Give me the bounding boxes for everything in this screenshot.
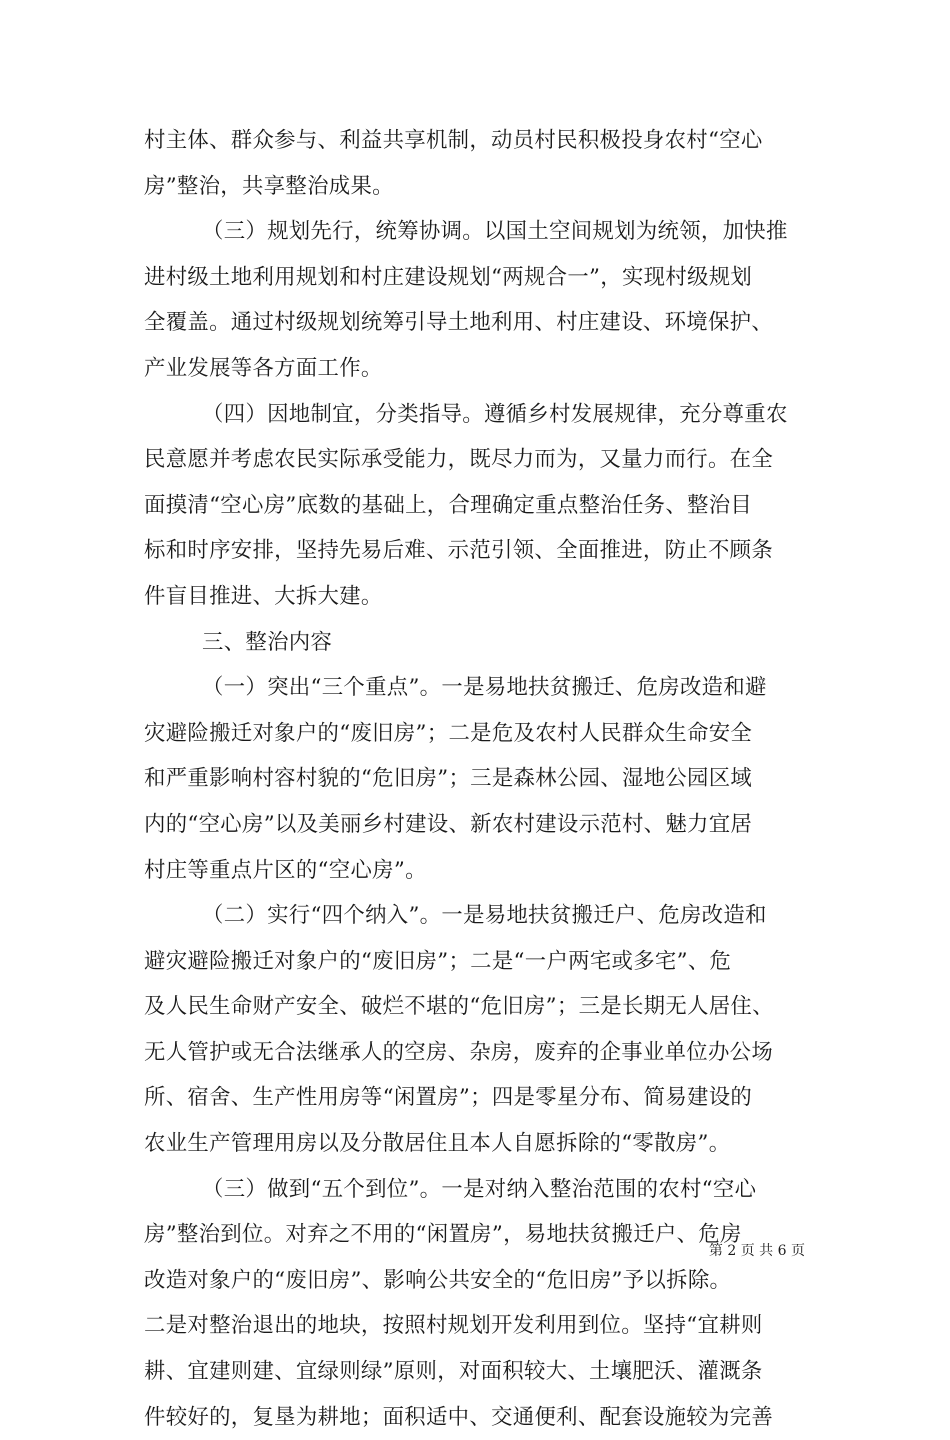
text-line: （四）因地制宜，分类指导。遵循乡村发展规律，充分尊重农 — [202, 401, 788, 427]
text-line: 标和时序安排，坚持先易后难、示范引领、全面推进，防止不顾条 — [144, 538, 774, 564]
text-line: 灾避险搬迁对象户的“废旧房”；二是危及农村人民群众生命安全 — [144, 720, 753, 746]
text-line: 房”整治到位。对弃之不用的“闲置房”，易地扶贫搬迁户、危房 — [144, 1222, 742, 1248]
text-line: 内的“空心房”以及美丽乡村建设、新农村建设示范村、魅力宜居 — [144, 811, 753, 837]
text-line: 房”整治，共享整治成果。 — [144, 173, 394, 199]
text-line: 二是对整治退出的地块，按照村规划开发利用到位。坚持“宜耕则 — [144, 1313, 763, 1339]
text-line: 民意愿并考虑农民实际承受能力，既尽力而为，又量力而行。在全 — [144, 447, 774, 473]
text-line: 村庄等重点片区的“空心房”。 — [144, 857, 427, 883]
text-line: 避灾避险搬迁对象户的“废旧房”；二是“一户两宅或多宅”、危 — [144, 948, 732, 974]
text-line: （一）突出“三个重点”。一是易地扶贫搬迁、危房改造和避 — [202, 675, 767, 701]
text-line: 全覆盖。通过村级规划统筹引导土地利用、村庄建设、环境保护、 — [144, 310, 774, 336]
text-line: 进村级土地利用规划和村庄建设规划“两规合一”，实现村级规划 — [144, 264, 753, 290]
text-line: 村主体、群众参与、利益共享机制，动员村民积极投身农村“空心 — [144, 128, 763, 153]
text-line: 面摸清“空心房”底数的基础上，合理确定重点整治任务、整治目 — [144, 492, 753, 518]
text-line: 件较好的，复垦为耕地；面积适中、交通便利、配套设施较为完善 — [144, 1404, 774, 1430]
text-line: 改造对象户的“废旧房”、影响公共安全的“危旧房”予以拆除。 — [144, 1267, 732, 1293]
text-line: （三）规划先行，统筹协调。以国土空间规划为统领，加快推 — [202, 219, 788, 245]
text-line: 和严重影响村容村貌的“危旧房”；三是森林公园、湿地公园区域 — [144, 766, 753, 792]
text-line: 所、宿舍、生产性用房等“闲置房”；四是零星分布、简易建设的 — [144, 1085, 753, 1111]
text-line: 产业发展等各方面工作。 — [144, 355, 383, 381]
text-line: 三、整治内容 — [202, 629, 333, 655]
text-line: 农业生产管理用房以及分散居住且本人自愿拆除的“零散房”。 — [144, 1131, 731, 1157]
text-line: 耕、宜建则建、宜绿则绿”原则，对面积较大、土壤肥沃、灌溉条 — [144, 1359, 763, 1385]
text-line: 及人民生命财产安全、破烂不堪的“危旧房”；三是长期无人居住、 — [144, 994, 774, 1020]
text-line: （二）实行“四个纳入”。一是易地扶贫搬迁户、危房改造和 — [202, 903, 767, 929]
text-line: 件盲目推进、大拆大建。 — [144, 583, 383, 609]
text-line: 无人管护或无合法继承人的空房、杂房，废弃的企事业单位办公场 — [144, 1039, 774, 1065]
page-number-footer: 第 2 页 共 6 页 — [708, 1243, 805, 1259]
text-line: （三）做到“五个到位”。一是对纳入整治范围的农村“空心 — [202, 1176, 757, 1202]
